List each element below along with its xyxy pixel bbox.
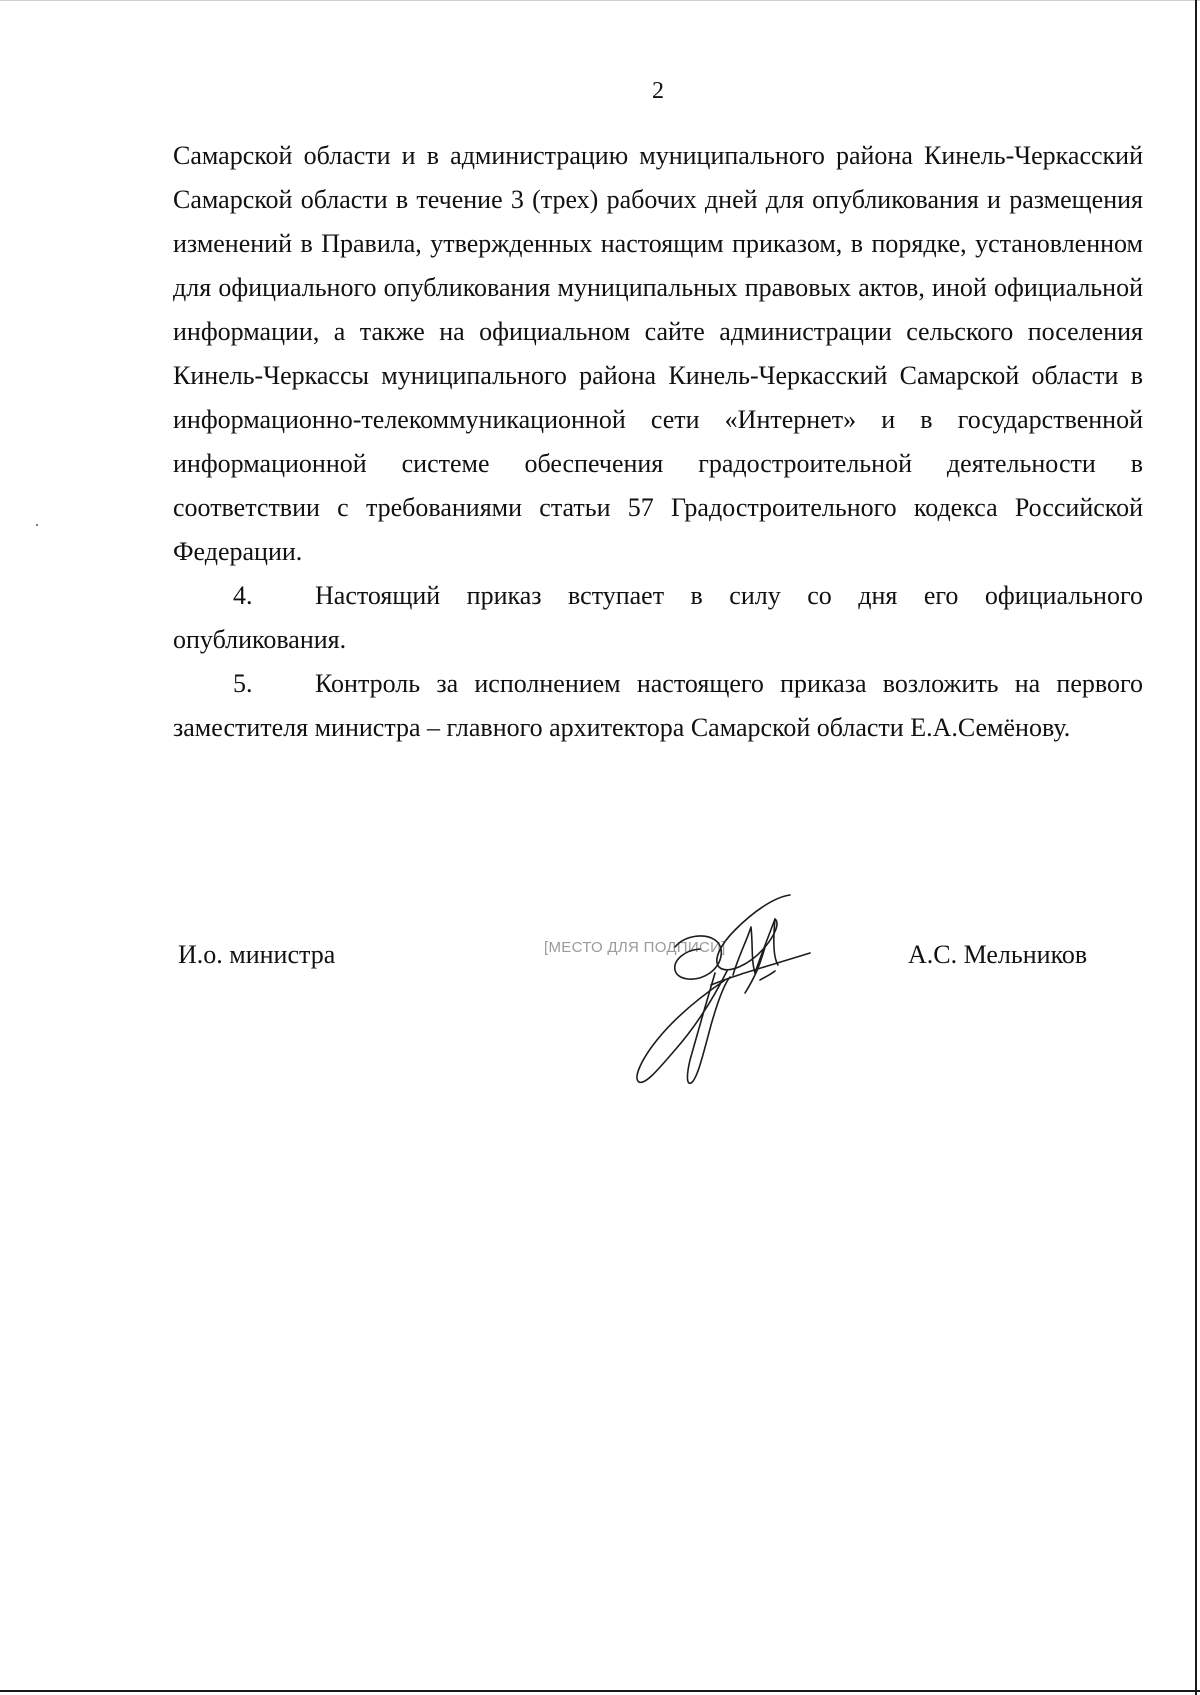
page-number: 2 (652, 78, 664, 104)
scan-edge-right (1195, 0, 1197, 1695)
scan-speck (36, 524, 38, 526)
paragraph-item-5 (173, 662, 1143, 750)
scan-edge-bottom (0, 1690, 1200, 1692)
handwritten-signature-icon (615, 885, 825, 1090)
signatory-name: А.С. Мельников (908, 940, 1088, 969)
paragraph-continuation: Самарской области и в администрацию муниципального района Кинель-Черкасский Самарской области в течение 3 (трех) рабочих дней для опубликования и размещения изменений в Правила, утвержденных настоящим приказом, в порядке, установленном для официального опубликования муниципальных правовых актов, иной официальной информации, а также на официальном сайте администрации сельского поселения Кинель-Черкассы муниципального района Кинель-Черкасский Самарской области в информационно-телекоммуникационной сети «Интернет» и в государственной информационной системе обеспечения градостроительной деятельности в соответствии с требованиями статьи 57 Градостроительного кодекса Российской Федерации. (173, 141, 1143, 566)
signatory-role: И.о. министра (178, 940, 336, 969)
item-number: 4. (233, 581, 253, 610)
document-body (173, 134, 1143, 750)
scan-edge-top (0, 0, 1200, 1)
paragraph-text: Настоящий приказ вступает в силу со дня его официального опубликования. (173, 581, 1143, 654)
item-number: 5. (233, 669, 253, 698)
paragraph-item-4 (173, 574, 1143, 662)
paragraph-text: Контроль за исполнением настоящего приказа возложить на первого заместителя министра – главного архитектора Самарской области Е.А.Семёнову. (173, 669, 1143, 742)
signature-block (0, 930, 1200, 1090)
signature-placeholder: [МЕСТО ДЛЯ ПОДПИСИ] (544, 939, 726, 956)
